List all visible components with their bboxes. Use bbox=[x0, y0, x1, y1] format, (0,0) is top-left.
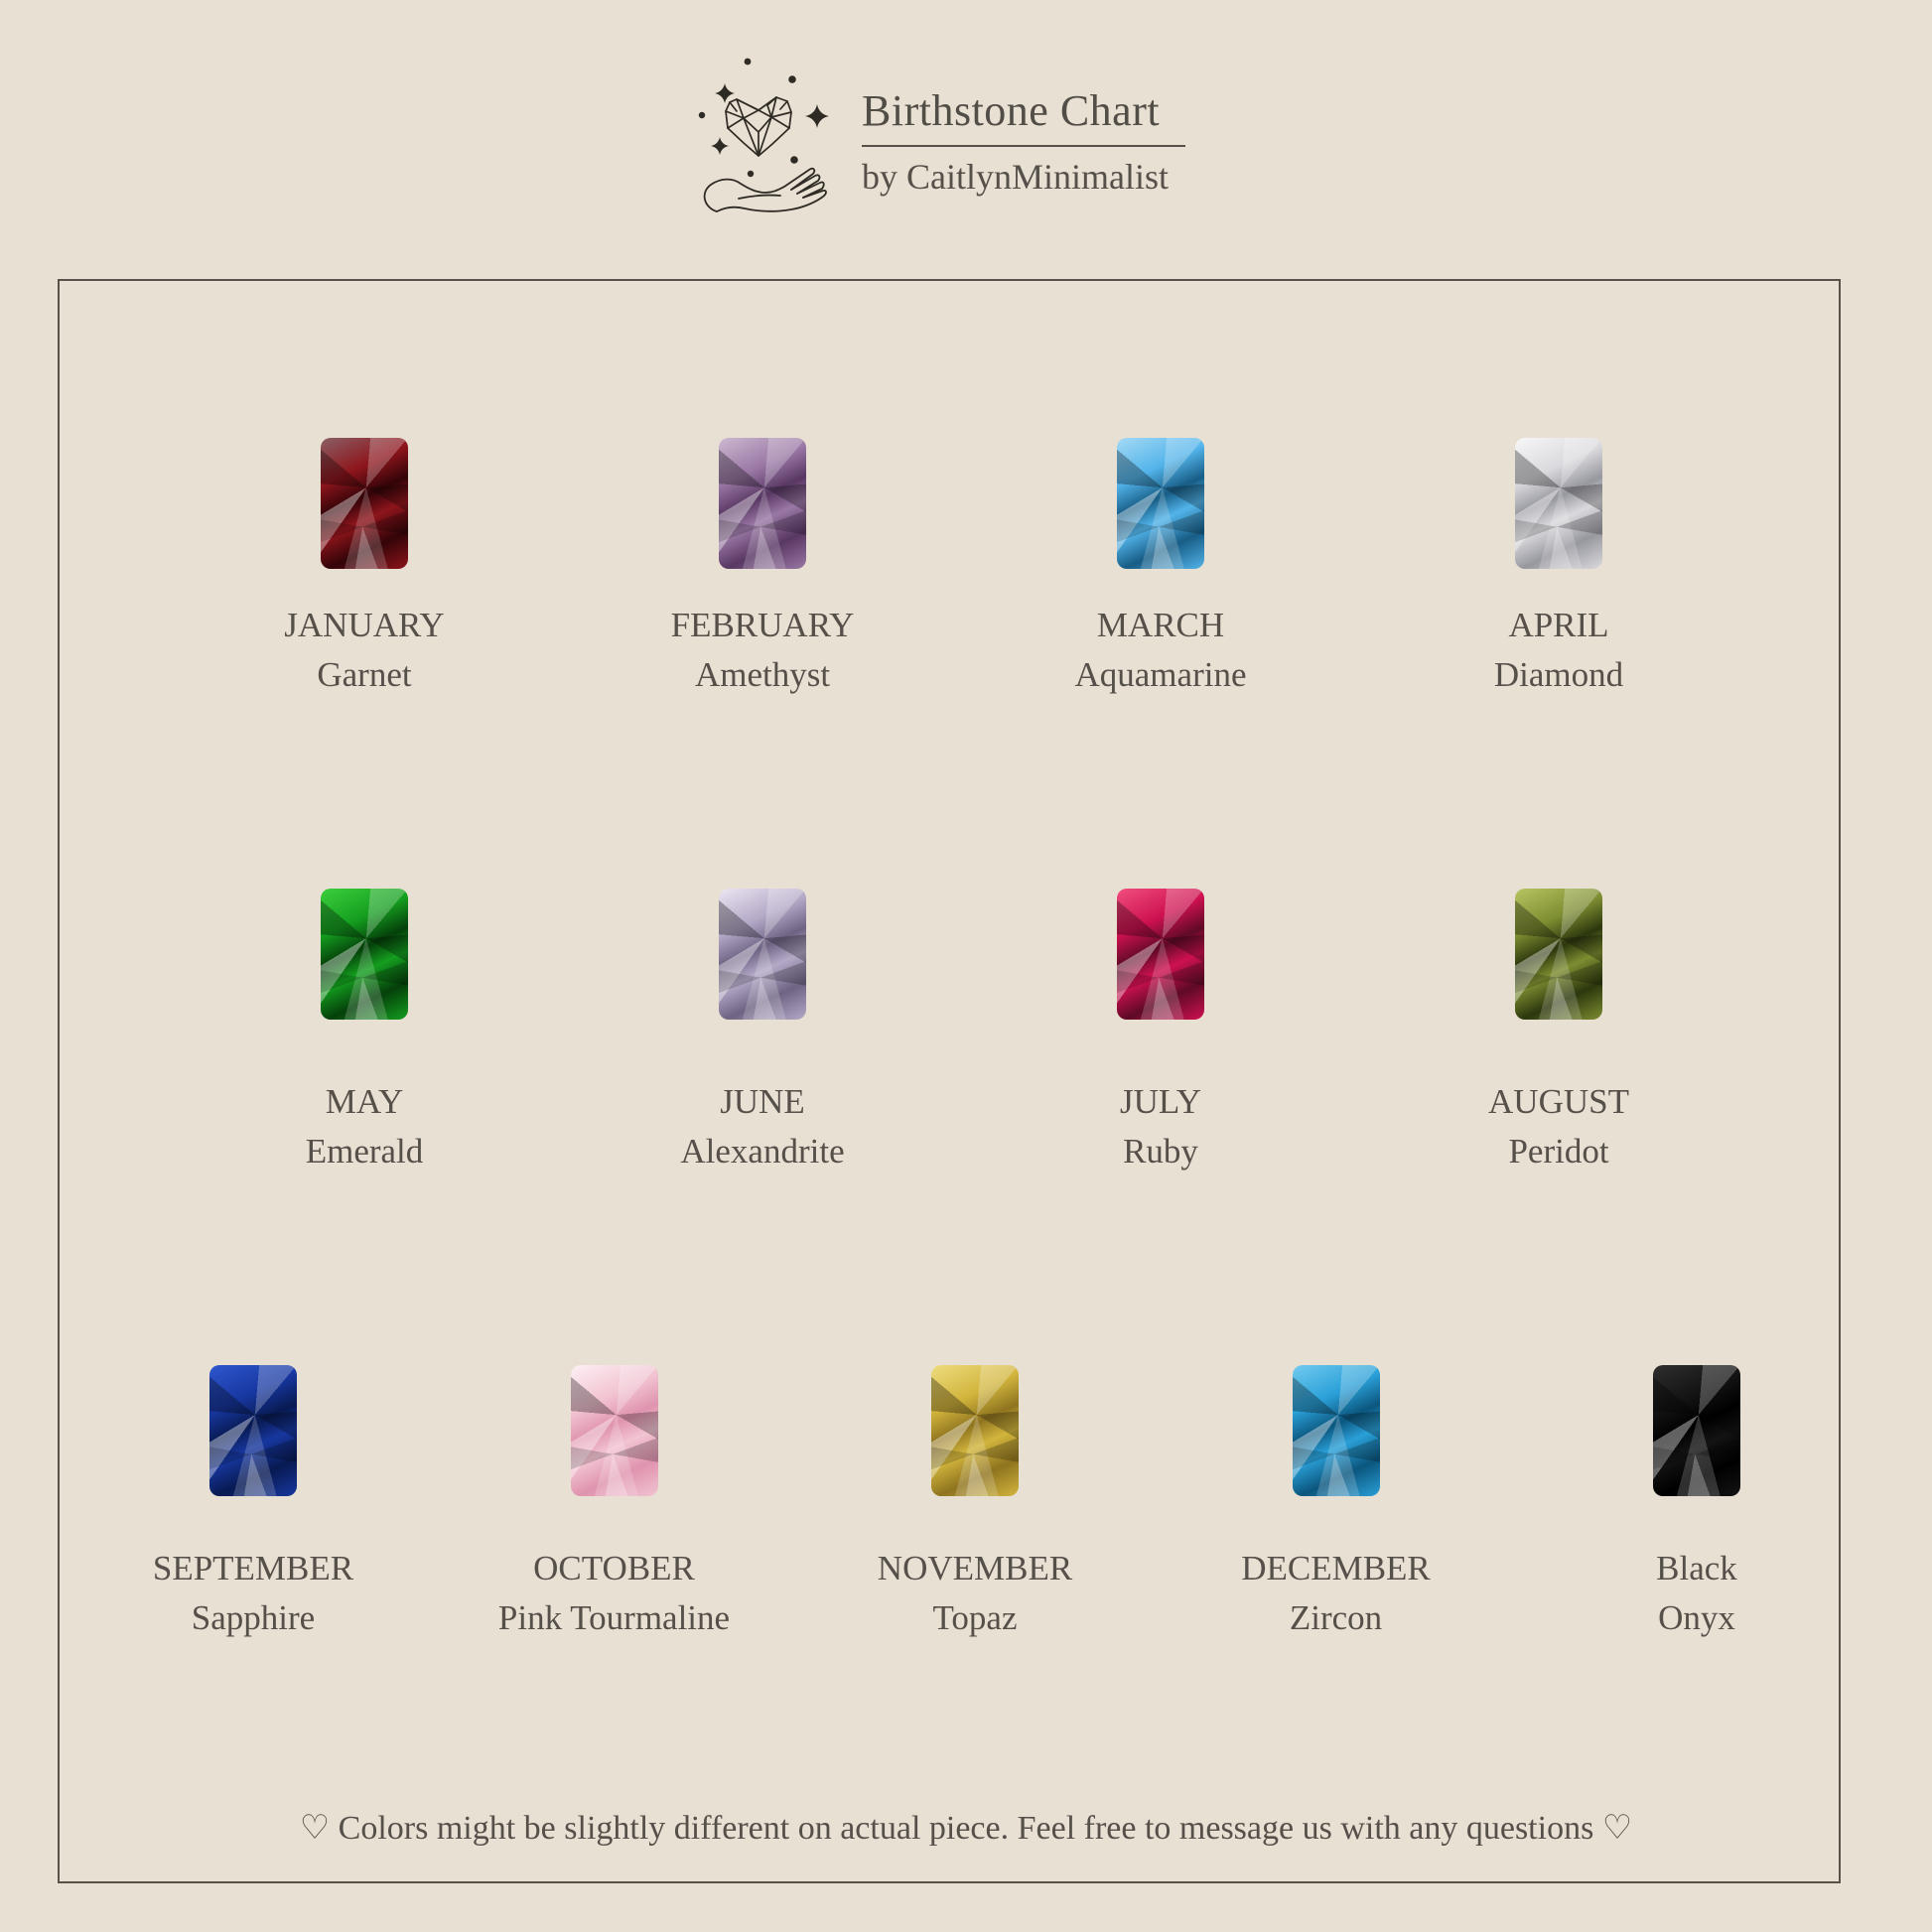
logo-hand bbox=[705, 169, 826, 211]
month-label: MAY bbox=[325, 1082, 404, 1121]
stone-name-label: Amethyst bbox=[694, 655, 831, 694]
gem-cell-december bbox=[1217, 1365, 1455, 1643]
brand-title-block bbox=[862, 83, 1193, 199]
gem-cell-october bbox=[495, 1365, 734, 1643]
stone-name-label: Ruby bbox=[1123, 1132, 1198, 1171]
month-label: JANUARY bbox=[284, 606, 445, 644]
stone-name-label: Topaz bbox=[932, 1598, 1018, 1637]
footer-note: ♡ Colors might be slightly different on actual piece. Feel free to message us with any questions ♡ bbox=[299, 1810, 1633, 1847]
gem-cell-july bbox=[1051, 889, 1270, 1176]
amethyst-gem-swatch bbox=[719, 438, 806, 569]
stone-name-label: Emerald bbox=[305, 1132, 424, 1171]
stone-name-label: Sapphire bbox=[191, 1598, 316, 1637]
gem-cell-february bbox=[653, 438, 872, 700]
title-divider bbox=[862, 145, 1185, 147]
page-title: Birthstone Chart bbox=[862, 86, 1161, 135]
month-label: AUGUST bbox=[1488, 1082, 1629, 1121]
topaz-gem-swatch bbox=[931, 1365, 1019, 1496]
alexandrite-gem-swatch bbox=[719, 889, 806, 1020]
gem-cell-november bbox=[856, 1365, 1094, 1643]
heart-in-hand-logo-icon bbox=[673, 40, 856, 232]
gem-cell-march bbox=[1051, 438, 1270, 700]
pink-tourmaline-gem-swatch bbox=[571, 1365, 658, 1496]
stone-name-label: Onyx bbox=[1658, 1598, 1735, 1637]
emerald-gem-swatch bbox=[321, 889, 408, 1020]
garnet-gem-swatch bbox=[321, 438, 408, 569]
stone-name-label: Pink Tourmaline bbox=[497, 1598, 731, 1637]
gem-cell-april bbox=[1449, 438, 1668, 700]
month-label: Black bbox=[1656, 1549, 1737, 1587]
diamond-gem-swatch bbox=[1515, 438, 1602, 569]
stone-name-label: Aquamarine bbox=[1074, 655, 1247, 694]
gem-cell-may bbox=[255, 889, 474, 1176]
gem-cell-september bbox=[134, 1365, 372, 1643]
stone-name-label: Diamond bbox=[1493, 655, 1624, 694]
month-label: APRIL bbox=[1508, 606, 1609, 644]
month-label: NOVEMBER bbox=[877, 1549, 1073, 1587]
month-label: FEBRUARY bbox=[670, 606, 855, 644]
gem-row-2 bbox=[0, 889, 1932, 1176]
gem-cell-august bbox=[1449, 889, 1668, 1176]
gem-row-1 bbox=[0, 438, 1932, 700]
gem-cell-june bbox=[653, 889, 872, 1176]
month-label: MARCH bbox=[1096, 606, 1225, 644]
month-label: JUNE bbox=[720, 1082, 805, 1121]
sapphire-gem-swatch bbox=[209, 1365, 297, 1496]
zircon-gem-swatch bbox=[1293, 1365, 1380, 1496]
gem-row-3 bbox=[0, 1365, 1932, 1643]
black-onyx-gem-swatch bbox=[1653, 1365, 1740, 1496]
peridot-gem-swatch bbox=[1515, 889, 1602, 1020]
stone-name-label: Zircon bbox=[1289, 1598, 1383, 1637]
stone-name-label: Garnet bbox=[317, 655, 412, 694]
month-label: DECEMBER bbox=[1241, 1549, 1431, 1587]
ruby-gem-swatch bbox=[1117, 889, 1204, 1020]
month-label: OCTOBER bbox=[533, 1549, 695, 1587]
aquamarine-gem-swatch bbox=[1117, 438, 1204, 569]
stone-name-label: Peridot bbox=[1508, 1132, 1609, 1171]
brand-byline: by CaitlynMinimalist bbox=[862, 157, 1170, 197]
gem-cell-black-onyx bbox=[1578, 1365, 1816, 1643]
gem-cell-january bbox=[255, 438, 474, 700]
month-label: SEPTEMBER bbox=[152, 1549, 354, 1587]
month-label: JULY bbox=[1119, 1082, 1202, 1121]
stone-name-label: Alexandrite bbox=[680, 1132, 845, 1171]
logo-heart bbox=[726, 97, 791, 156]
logo-sparkles bbox=[699, 59, 829, 178]
